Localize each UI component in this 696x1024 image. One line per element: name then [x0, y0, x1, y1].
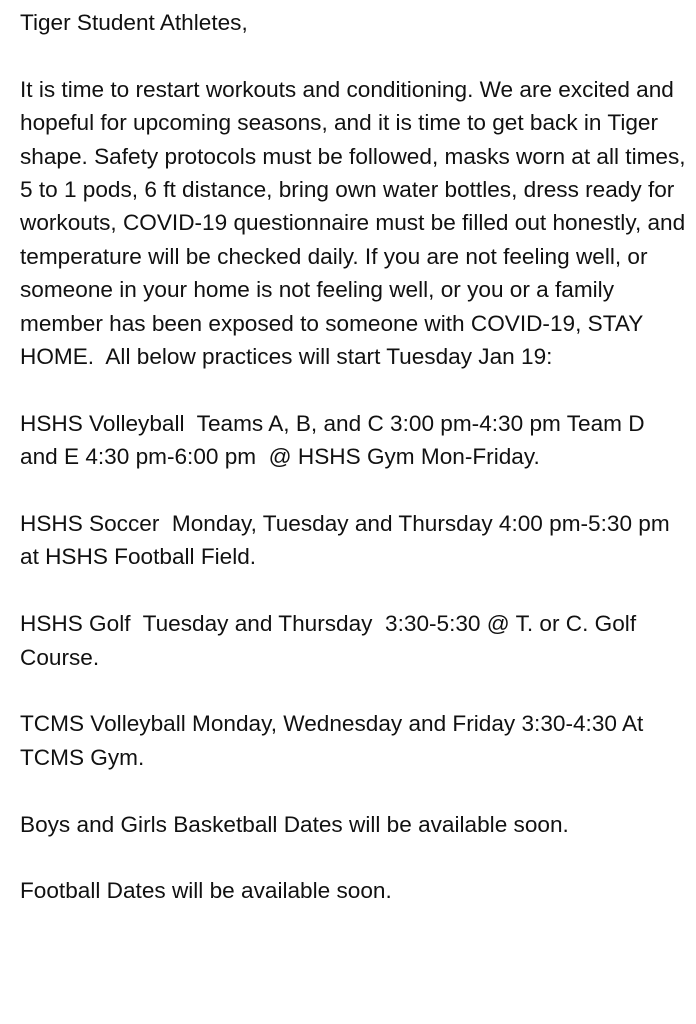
paragraph-gap	[20, 841, 688, 874]
football-note: Football Dates will be available soon.	[20, 878, 392, 904]
paragraph-gap	[20, 774, 688, 807]
tcms-volleyball-schedule: TCMS Volleyball Monday, Wednesday and Friday 3:30-4:30 At TCMS Gym.	[20, 711, 650, 770]
announcement-document	[20, 6, 692, 908]
paragraph-gap	[20, 574, 688, 607]
paragraph-gap	[20, 674, 688, 707]
greeting: Tiger Student Athletes,	[20, 10, 248, 35]
paragraph-gap	[20, 39, 688, 72]
soccer-schedule: HSHS Soccer Monday, Tuesday and Thursday 4:00 pm-5:30 pm at HSHS Football Field.	[20, 511, 676, 570]
golf-schedule: HSHS Golf Tuesday and Thursday 3:30-5:30 @ T. or C. Golf Course.	[20, 611, 643, 670]
paragraph-gap	[20, 474, 688, 507]
intro-paragraph: It is time to restart workouts and conditioning. We are excited and hopeful for upcoming seasons, and it is time to get back in Tiger shape. Safety protocols must be followed, masks worn at all times, 5 to 1 pods, 6 ft distance, bring own water bottles, dress ready for workouts, COVID-19 questionnaire must be filled out honestly, and temperature will be checked daily. If you are not feeling well, or someone in your home is not feeling well, or you or a family member has been exposed to someone with COVID-19, STAY HOME. All below practices will start Tuesday Jan 19:	[20, 76, 692, 370]
volleyball-schedule: HSHS Volleyball Teams A, B, and C 3:00 pm-4:30 pm Team D and E 4:30 pm-6:00 pm @ HSHS Gym Mon-Friday.	[20, 410, 651, 470]
basketball-note: Boys and Girls Basketball Dates will be available soon.	[20, 811, 569, 837]
paragraph-gap	[20, 373, 688, 406]
